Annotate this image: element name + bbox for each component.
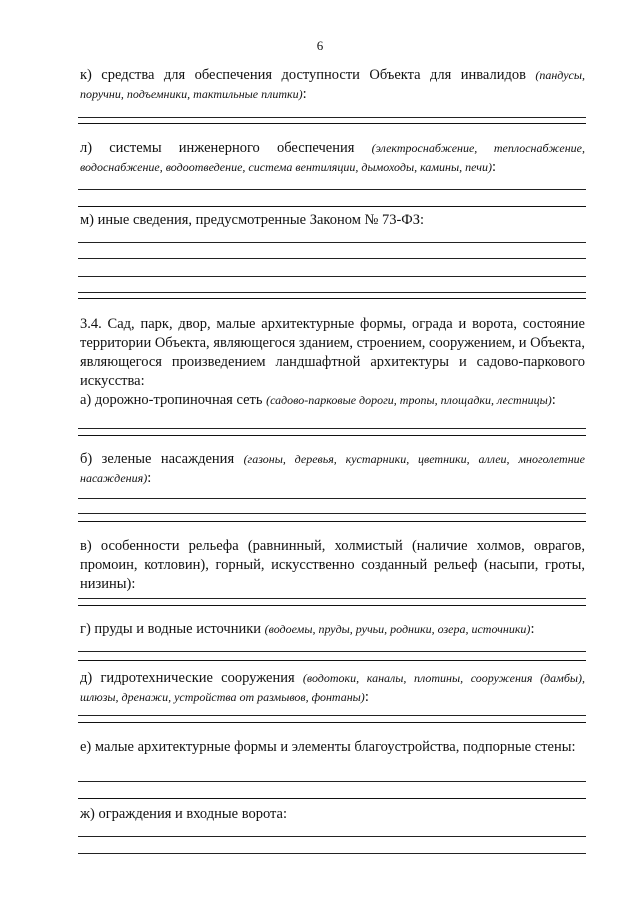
- item-a-text: а) дорожно-тропиночная сеть: [80, 392, 267, 408]
- separator-line: [78, 722, 586, 723]
- item-g-note: (водоемы, пруды, ручьи, родники, озера, источники): [264, 622, 531, 636]
- item-g-text: г) пруды и водные источники: [80, 621, 265, 637]
- fill-line: [78, 276, 586, 277]
- item-v: [80, 537, 585, 594]
- fill-line: [78, 428, 586, 429]
- fill-line: [78, 836, 586, 837]
- item-k-note: (пандусы, поручни, подъемники, тактильные плитки): [80, 68, 585, 101]
- fill-line: [78, 651, 586, 652]
- item-l-note: (электроснабжение, теплоснабжение, водоснабжение, водоотведение, система вентиляции, дымоходы, камины, печи): [80, 141, 585, 174]
- item-e-text: е) малые архитектурные формы и элементы благоустройства, подпорные стены:: [80, 739, 576, 755]
- item-l-text: л) системы инженерного обеспечения: [80, 140, 372, 156]
- fill-line: [78, 117, 586, 118]
- item-b: [80, 450, 585, 488]
- item-m: [80, 211, 585, 230]
- item-v-text: в) особенности рельефа (равнинный, холмистый (наличие холмов, оврагов, промоин, котловин), горный, искусственно созданный рельеф (насыпи, гроты, низины):: [80, 538, 585, 592]
- separator-line: [78, 798, 586, 799]
- item-k-end: :: [302, 86, 307, 102]
- separator-line: [78, 605, 586, 606]
- item-a-end: :: [551, 392, 556, 408]
- fill-line: [78, 189, 586, 190]
- item-g-end: :: [530, 621, 535, 637]
- separator-line: [78, 298, 586, 299]
- fill-line: [78, 242, 586, 243]
- item-d: [80, 669, 585, 707]
- fill-line: [78, 513, 586, 514]
- fill-line: [78, 853, 586, 854]
- page-number: 6: [316, 38, 324, 53]
- item-zh: [80, 805, 585, 824]
- item-b-end: :: [147, 470, 152, 486]
- item-b-text: б) зеленые насаждения: [80, 451, 244, 467]
- fill-line: [78, 598, 586, 599]
- item-d-end: :: [364, 689, 369, 705]
- separator-line: [78, 123, 586, 124]
- fill-line: [78, 292, 586, 293]
- item-a: [80, 391, 585, 410]
- separator-line: [78, 435, 586, 436]
- fill-line: [78, 781, 586, 782]
- item-m-text: м) иные сведения, предусмотренные Законом № 73-ФЗ:: [80, 212, 425, 228]
- fill-line: [78, 715, 586, 716]
- separator-line: [78, 521, 586, 522]
- item-k: [80, 66, 585, 104]
- item-l: [80, 139, 585, 177]
- item-e: [80, 738, 585, 757]
- separator-line: [78, 660, 586, 661]
- item-b-note: (газоны, деревья, кустарники, цветники, аллеи, многолетние насаждения): [80, 452, 585, 485]
- fill-line: [78, 258, 586, 259]
- item-k-text: к) средства для обеспечения доступности Объекта для инвалидов: [80, 67, 536, 83]
- section-3-4-title: 3.4. Сад, парк, двор, малые архитектурные формы, ограда и ворота, состояние территории Объекта, являющегося зданием, строением, сооружением, и Объекта, являющегося произведением ландшафтной архитектуры и садово-паркового искусства:: [80, 316, 585, 389]
- item-a-note: (садово-парковые дороги, тропы, площадки, лестницы): [266, 393, 552, 407]
- item-d-text: д) гидротехнические сооружения: [80, 670, 303, 686]
- item-d-note: (водотоки, каналы, плотины, сооружения (дамбы), шлюзы, дренажи, устройства от размывов, фонтаны): [80, 671, 585, 704]
- item-zh-text: ж) ограждения и входные ворота:: [80, 806, 287, 822]
- fill-line: [78, 498, 586, 499]
- item-g: [80, 620, 585, 639]
- separator-line: [78, 206, 586, 207]
- item-l-end: :: [492, 159, 497, 175]
